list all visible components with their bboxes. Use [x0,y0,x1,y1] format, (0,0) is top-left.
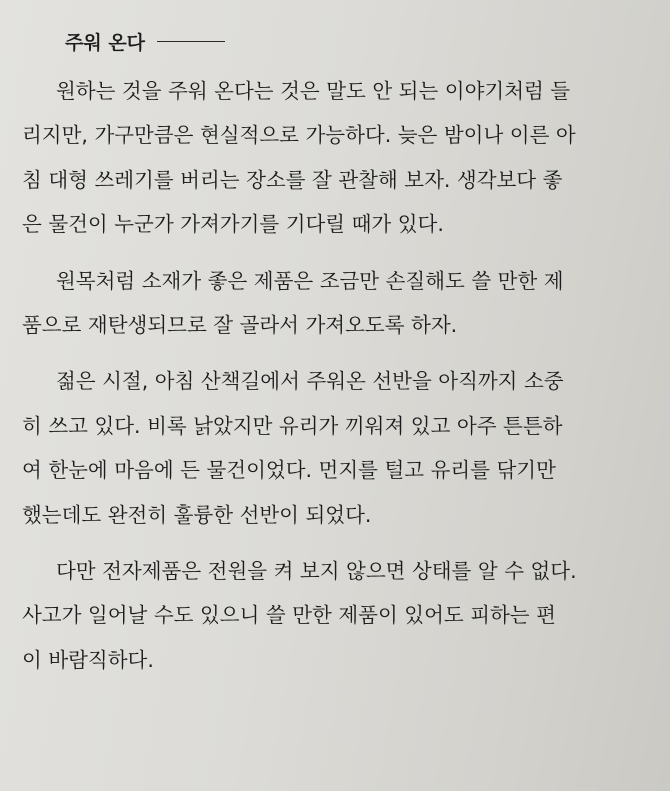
paragraph-1 [22,69,650,247]
text-line: 했는데도 완전히 훌륭한 선반이 되었다. [22,502,372,527]
text-line: 리지만, 가구만큼은 현실적으로 가능하다. 늦은 밤이나 이른 아 [22,123,576,148]
text-line: 은 물건이 누군가 가져가기를 기다릴 때가 있다. [22,212,444,237]
text-line: 여 한눈에 마음에 든 물건이었다. 먼지를 털고 유리를 닦기만 [22,458,556,483]
text-line: 젊은 시절, 아침 산책길에서 주워온 선반을 아직까지 소중 [56,369,564,394]
text-line: 히 쓰고 있다. 비록 낡았지만 유리가 끼워져 있고 아주 튼튼하 [22,413,563,438]
body-text [22,69,650,694]
text-line: 침 대형 쓰레기를 버리는 장소를 잘 관찰해 보자. 생각보다 좋 [22,167,563,192]
text-line: 사고가 일어날 수도 있으니 쓸 만한 제품이 있어도 피하는 편 [22,603,556,628]
text-line: 품으로 재탄생되므로 잘 골라서 가져오도록 하자. [22,313,458,338]
text-line: 원목처럼 소재가 좋은 제품은 조금만 손질해도 쓸 만한 제 [56,268,564,293]
section-heading-row [65,24,225,58]
paragraph-2 [22,259,650,348]
text-line: 이 바람직하다. [22,647,154,672]
paragraph-4 [22,549,650,682]
text-line: 원하는 것을 주워 온다는 것은 말도 안 되는 이야기처럼 들 [56,79,571,103]
heading-rule [157,41,225,42]
text-line: 다만 전자제품은 전원을 켜 보지 않으면 상태를 알 수 없다. [56,559,577,584]
paragraph-3 [22,359,650,537]
section-heading: 주워 온다 [65,31,146,54]
